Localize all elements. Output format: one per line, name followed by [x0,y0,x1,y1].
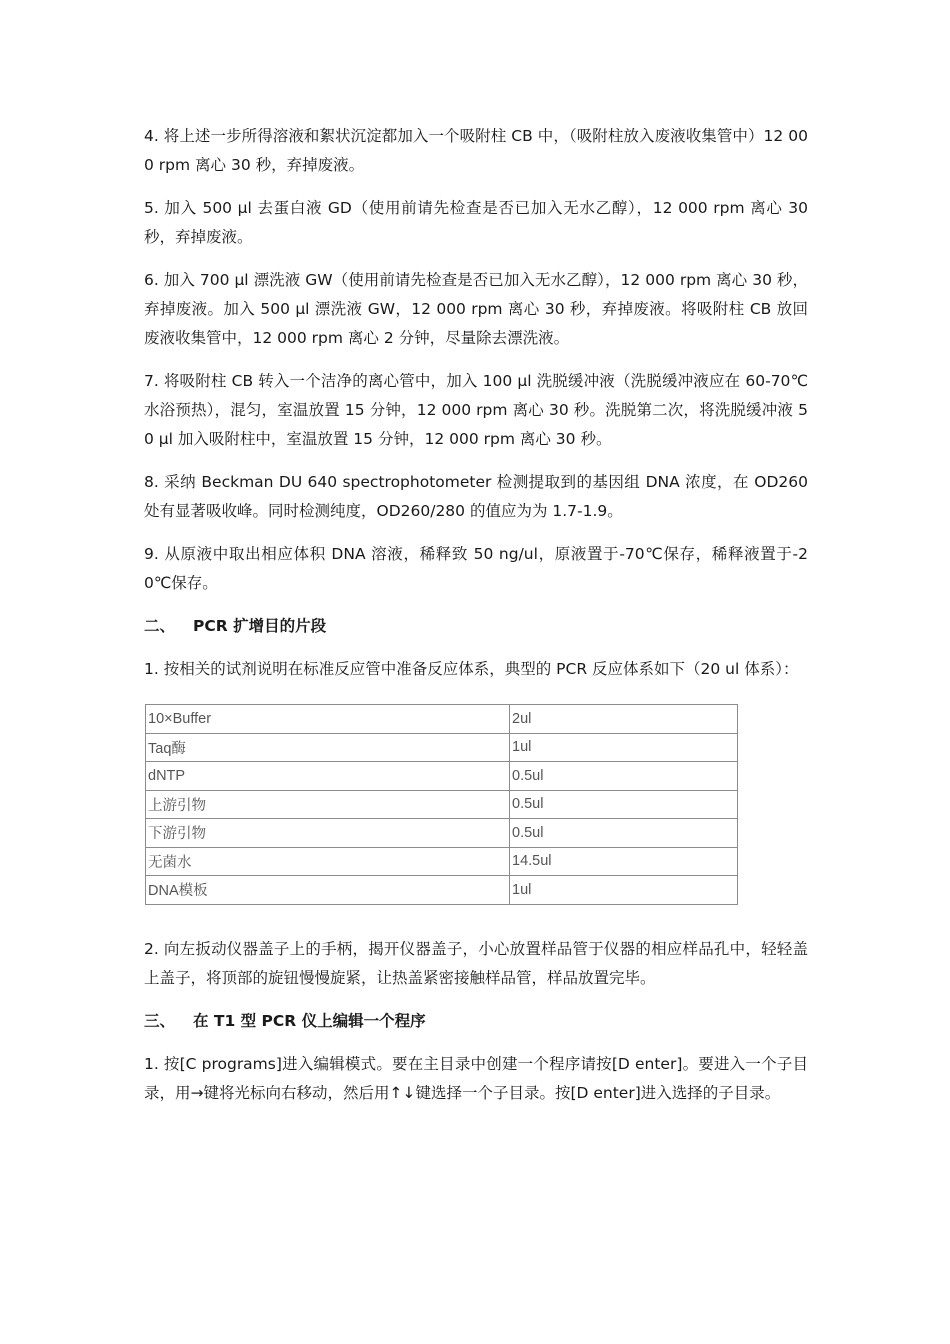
section-number: 三、 [144,1011,176,1030]
reagent-name: Taq酶 [146,733,510,762]
table-row [146,733,738,762]
reagent-volume: 0.5ul [510,762,738,791]
step-8: 8. 采纳 Beckman DU 640 spectrophotometer 检测提取到的基因组 DNA 浓度，在 OD260 处有显著吸收峰。同时检测纯度，OD260/280 的值应为为 1.7-1.9。 [144,473,808,520]
table-row [146,705,738,734]
reagent-volume: 0.5ul [510,790,738,819]
program-step-1: 1. 按[C programs]进入编辑模式。要在主目录中创建一个程序请按[D enter]。要进入一个子目录，用→键将光标向右移动，然后用↑↓键选择一个子目录。按[D enter]进入选择的子目录。 [144,1054,808,1102]
table-row [146,876,738,905]
reagent-name: dNTP [146,762,510,791]
table-row [146,762,738,791]
step-4: 4. 将上述一步所得溶液和絮状沉淀都加入一个吸附柱 CB 中，（吸附柱放入废液收集管中）12 000 rpm 离心 30 秒，弃掉废液。 [144,127,808,174]
reagent-volume: 14.5ul [510,847,738,876]
pcr-step-1: 1. 按相关的试剂说明在标准反应管中准备反应体系，典型的 PCR 反应体系如下（20 ul 体系）： [144,660,799,678]
reagent-name: 10×Buffer [146,705,510,734]
reagent-name: 无菌水 [146,847,510,876]
reagent-volume: 1ul [510,733,738,762]
step-5: 5. 加入 500 μl 去蛋白液 GD（使用前请先检查是否已加入无水乙醇），12 000 rpm 离心 30 秒，弃掉废液。 [144,199,808,246]
table-row [146,819,738,848]
reagent-volume: 2ul [510,705,738,734]
step-7: 7. 将吸附柱 CB 转入一个洁净的离心管中，加入 100 μl 洗脱缓冲液（洗脱缓冲液应在 60-70℃水浴预热），混匀，室温放置 15 分钟，12 000 rpm 离心 30 秒。洗脱第二次，将洗脱缓冲液 50 μl 加入吸附柱中，室温放置 15 分钟，12 000 rpm 离心 30 秒。 [144,372,808,448]
document-page [144,122,808,1122]
reagent-volume: 0.5ul [510,819,738,848]
pcr-reaction-table [145,704,738,905]
step-9: 9. 从原液中取出相应体积 DNA 溶液，稀释致 50 ng/ul，原液置于-70℃保存，稀释液置于-20℃保存。 [144,545,808,592]
section-title: 在 T1 型 PCR 仪上编辑一个程序 [193,1011,426,1030]
table-row [146,790,738,819]
reagent-name: 上游引物 [146,790,510,819]
section-number: 二、 [144,617,176,635]
section-title: PCR 扩增目的片段 [193,617,327,635]
pcr-step-2: 2. 向左扳动仪器盖子上的手柄，揭开仪器盖子，小心放置样品管于仪器的相应样品孔中，轻轻盖上盖子，将顶部的旋钮慢慢旋紧，让热盖紧密接触样品管，样品放置完毕。 [144,939,808,987]
section-heading-pcr [144,612,808,641]
step-6: 6. 加入 700 μl 漂洗液 GW（使用前请先检查是否已加入无水乙醇），12 000 rpm 离心 30 秒，弃掉废液。加入 500 μl 漂洗液 GW，12 000 rpm 离心 30 秒，弃掉废液。将吸附柱 CB 放回废液收集管中，12 000 rpm 离心 2 分钟，尽量除去漂洗液。 [144,271,808,347]
table-row [146,847,738,876]
reagent-name: 下游引物 [146,819,510,848]
reagent-name: DNA模板 [146,876,510,905]
reagent-volume: 1ul [510,876,738,905]
section-heading-t1-program [144,1007,808,1036]
